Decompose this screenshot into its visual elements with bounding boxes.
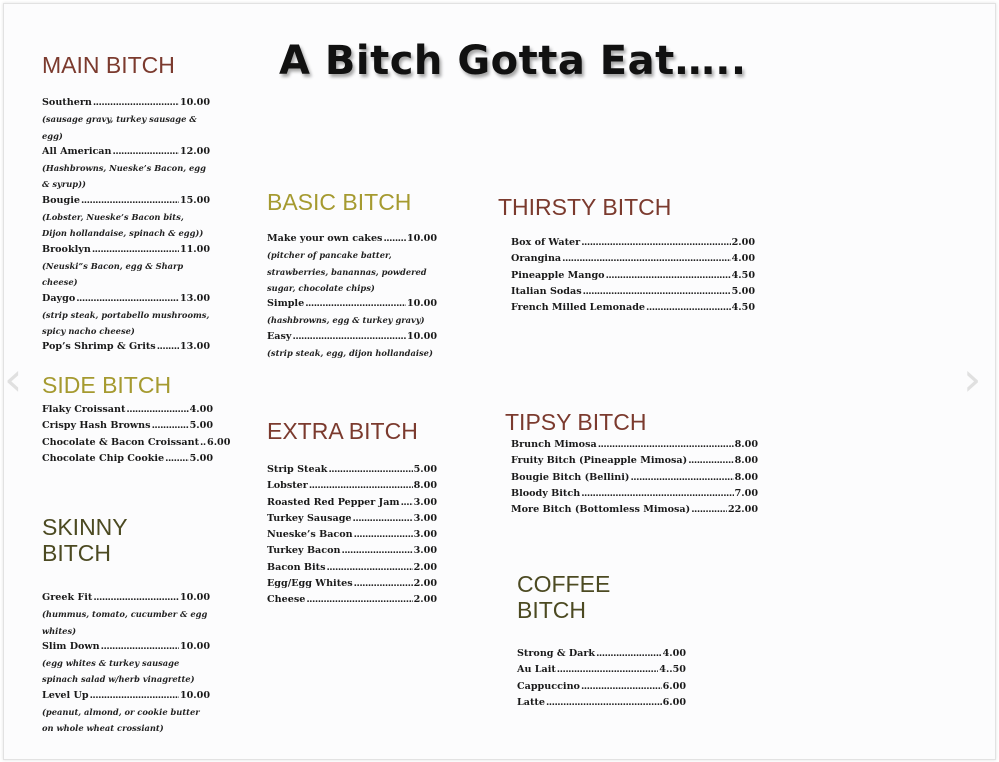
- dot-leader: [81, 193, 179, 209]
- menu-item: [517, 646, 686, 662]
- menu-item-name: More Bitch (Bottomless Mimosa): [511, 504, 691, 516]
- menu-item-price: 10.00: [179, 640, 210, 652]
- menu-item-name: Easy: [267, 330, 292, 342]
- menu-item-price: 5.00: [413, 464, 437, 475]
- menu-item-description: (strip steak, portabello mushrooms, spicy nacho cheese): [42, 309, 210, 337]
- menu-item: [42, 590, 210, 606]
- menu-item-name: Orangina: [511, 253, 562, 265]
- menu-item-name: French Milled Lemonade: [511, 302, 646, 314]
- menu-item-price: 13.00: [179, 292, 210, 304]
- dot-leader: [581, 679, 662, 695]
- menu-item-name: Chocolate Chip Cookie: [42, 452, 165, 464]
- menu-item: [42, 291, 210, 307]
- menu-item-price: 4..50: [659, 664, 686, 676]
- menu-item-price: 8.00: [734, 439, 758, 450]
- dot-leader: [630, 470, 733, 486]
- menu-item-name: Brooklyn: [42, 243, 91, 255]
- dot-leader: [113, 144, 179, 160]
- menu-item: [267, 592, 437, 608]
- menu-item-price: 4.00: [731, 253, 755, 265]
- chevron-left-icon[interactable]: ‹: [4, 352, 23, 406]
- dot-leader: [596, 646, 662, 662]
- menu-item-name: Lobster: [267, 480, 308, 492]
- dot-leader: [401, 495, 413, 511]
- menu-item-price: 6.00: [207, 436, 231, 448]
- menu-item: [267, 543, 437, 559]
- dot-leader: [583, 284, 731, 300]
- menu-item: [42, 242, 210, 258]
- dot-leader: [306, 592, 412, 608]
- menu-item-price: 5.00: [189, 420, 213, 432]
- menu-item: [517, 695, 686, 711]
- menu-item-name: Italian Sodas: [511, 285, 582, 297]
- menu-item: [42, 193, 210, 209]
- menu-item-name: Latte: [517, 696, 545, 708]
- menu-item-description: (sausage gravy, turkey sausage & egg): [42, 114, 197, 141]
- dot-leader: [383, 231, 406, 247]
- menu-item-name: Make your own cakes: [267, 233, 383, 244]
- menu-item-name: Fruity Bitch (Pineapple Mimosa): [511, 455, 688, 467]
- dot-leader: [546, 695, 662, 711]
- menu-item-price: 4.50: [731, 302, 755, 314]
- section-heading-main: MAIN BITCH: [42, 52, 175, 78]
- menu-item: [511, 502, 758, 518]
- menu-item-price: 12.00: [179, 145, 210, 157]
- menu-item: [511, 300, 755, 316]
- menu-item: [511, 284, 755, 300]
- section-heading-tipsy: TIPSY BITCH: [505, 409, 647, 435]
- menu-item: [267, 329, 437, 345]
- menu-item-name: Chocolate & Bacon Croissant: [42, 436, 200, 448]
- heading-line: BITCH: [517, 597, 586, 623]
- menu-item-name: Crispy Hash Browns: [42, 420, 151, 432]
- dot-leader: [691, 502, 727, 518]
- menu-item-description: (strip steak, egg, dijon hollandaise): [267, 348, 433, 359]
- menu-item: [42, 435, 231, 451]
- dot-leader: [328, 462, 412, 478]
- section-heading-skinny: [42, 514, 128, 566]
- menu-item-price: 3.00: [413, 496, 437, 508]
- menu-item-price: 3.00: [413, 545, 437, 557]
- menu-item-price: 2.00: [731, 237, 755, 248]
- dot-leader: [101, 639, 179, 655]
- menu-item: [267, 511, 437, 527]
- menu-page: [3, 3, 996, 760]
- section-heading-coffee: [517, 571, 610, 623]
- menu-item: [517, 662, 686, 678]
- menu-item-price: 8.00: [734, 471, 758, 483]
- dot-leader: [581, 486, 733, 502]
- menu-item-description: (peanut, almond, or cookie butter on whole wheat crossiant): [42, 707, 200, 734]
- menu-item-name: Bloody Bitch: [511, 487, 581, 499]
- dot-leader: [165, 451, 189, 467]
- menu-item: [267, 231, 437, 247]
- menu-item: [42, 688, 210, 704]
- menu-item-name: Egg/Egg Whites: [267, 578, 353, 590]
- dot-leader: [557, 662, 658, 678]
- menu-item-price: 10.00: [179, 97, 210, 108]
- menu-item-price: 4.00: [189, 404, 213, 415]
- menu-item-name: Flaky Croissant: [42, 404, 126, 415]
- menu-item-price: 3.00: [413, 512, 437, 524]
- menu-item-price: 5.00: [189, 452, 213, 464]
- section-heading-thirsty: THIRSTY BITCH: [498, 194, 672, 220]
- menu-item: [42, 451, 213, 467]
- dot-leader: [353, 511, 413, 527]
- menu-item-price: 4.00: [662, 648, 686, 659]
- dot-leader: [92, 242, 179, 258]
- section-heading-side: SIDE BITCH: [42, 372, 172, 398]
- dot-leader: [293, 329, 406, 345]
- menu-item-description: (hashbrowns, egg & turkey gravy): [267, 315, 425, 326]
- menu-item: [511, 470, 758, 486]
- dot-leader: [342, 543, 413, 559]
- menu-item: [511, 453, 758, 469]
- menu-item-description: (Neuski”s Bacon, egg & Sharp cheese): [42, 260, 184, 288]
- section-heading-basic: BASIC BITCH: [267, 189, 412, 215]
- dot-leader: [598, 437, 734, 453]
- menu-item-description: (egg whites & turkey sausage spinach salad w/herb vinagrette): [42, 658, 195, 685]
- menu-item-price: 10.00: [406, 233, 437, 244]
- menu-item: [267, 296, 437, 312]
- dot-leader: [305, 296, 406, 312]
- menu-item-name: Pop’s Shrimp & Grits: [42, 341, 156, 353]
- menu-item-name: Au Lait: [517, 664, 556, 676]
- menu-list-coffee: [517, 646, 686, 711]
- dot-leader: [354, 576, 413, 592]
- menu-item-name: Bougie Bitch (Bellini): [511, 471, 630, 483]
- menu-item-name: Turkey Sausage: [267, 512, 352, 524]
- dot-leader: [646, 300, 731, 316]
- menu-item-name: Level Up: [42, 689, 89, 701]
- dot-leader: [152, 418, 189, 434]
- chevron-right-icon[interactable]: ›: [963, 352, 982, 406]
- menu-item-price: 8.00: [734, 455, 758, 467]
- menu-item: [42, 144, 210, 160]
- menu-item-price: 10.00: [406, 330, 437, 342]
- dot-leader: [126, 402, 188, 418]
- menu-item: [267, 527, 437, 543]
- dot-leader: [326, 560, 412, 576]
- section-heading-extra: EXTRA BITCH: [267, 418, 418, 444]
- menu-item: [267, 576, 437, 592]
- menu-item-name: Roasted Red Pepper Jam: [267, 496, 400, 508]
- menu-item: [267, 560, 437, 576]
- menu-item-name: Cheese: [267, 594, 306, 606]
- menu-item-name: Nueske’s Bacon: [267, 529, 353, 541]
- menu-item-name: Slim Down: [42, 640, 100, 652]
- dot-leader: [157, 339, 179, 355]
- menu-item: [267, 495, 437, 511]
- menu-item-name: Greek Fit: [42, 592, 93, 603]
- menu-item-price: 2.00: [413, 561, 437, 573]
- menu-item-name: Box of Water: [511, 237, 581, 248]
- menu-item-price: 6.00: [662, 696, 686, 708]
- menu-item-price: 10.00: [406, 298, 437, 310]
- menu-item-price: 5.00: [731, 285, 755, 297]
- menu-item-name: Daygo: [42, 292, 76, 304]
- dot-leader: [309, 478, 413, 494]
- menu-item-price: 13.00: [179, 341, 210, 353]
- menu-item-description: (pitcher of pancake batter, strawberries, banannas, powdered sugar, chocolate chips): [267, 250, 427, 293]
- dot-leader: [562, 251, 730, 267]
- menu-item-price: 15.00: [179, 194, 210, 206]
- menu-item-name: Cappuccino: [517, 680, 580, 692]
- menu-list-extra: [267, 462, 437, 609]
- menu-list-main: [42, 95, 210, 356]
- heading-line: BITCH: [42, 540, 111, 566]
- menu-item-price: 6.00: [662, 680, 686, 692]
- dot-leader: [200, 435, 206, 451]
- menu-item: [42, 418, 213, 434]
- menu-item-price: 2.00: [413, 578, 437, 590]
- menu-list-side: [42, 402, 231, 467]
- menu-item-name: Turkey Bacon: [267, 545, 341, 557]
- menu-item: [511, 486, 758, 502]
- menu-list-thirsty: [511, 235, 755, 316]
- menu-list-basic: [267, 231, 437, 361]
- menu-item: [267, 478, 437, 494]
- menu-item-price: 22.00: [727, 504, 758, 516]
- menu-item-price: 11.00: [179, 243, 210, 255]
- dot-leader: [76, 291, 179, 307]
- menu-item-price: 3.00: [413, 529, 437, 541]
- menu-list-skinny: [42, 590, 210, 737]
- menu-item: [511, 437, 758, 453]
- menu-item: [511, 251, 755, 267]
- dot-leader: [606, 268, 731, 284]
- menu-item-price: 2.00: [413, 594, 437, 606]
- menu-item: [42, 95, 210, 111]
- menu-item-price: 10.00: [179, 592, 210, 603]
- menu-item-name: Simple: [267, 298, 305, 310]
- dot-leader: [688, 453, 733, 469]
- menu-item-name: Pineapple Mango: [511, 269, 605, 281]
- dot-leader: [90, 688, 179, 704]
- heading-line: COFFEE: [517, 571, 611, 597]
- menu-list-tipsy: [511, 437, 758, 518]
- dot-leader: [93, 95, 179, 111]
- menu-item-name: Bougie: [42, 194, 80, 206]
- menu-item-name: All American: [42, 145, 112, 157]
- dot-leader: [354, 527, 413, 543]
- menu-item-name: Strong & Dark: [517, 648, 596, 659]
- menu-item-description: (hummus, tomato, cucumber & egg whites): [42, 609, 208, 636]
- menu-title: A Bitch Gotta Eat…..: [279, 38, 747, 84]
- menu-item: [267, 462, 437, 478]
- menu-item: [42, 339, 210, 355]
- menu-item: [42, 639, 210, 655]
- menu-item-name: Strip Steak: [267, 464, 328, 475]
- menu-item: [511, 235, 755, 251]
- menu-item-description: (Lobster, Nueske’s Bacon bits, Dijon hollandaise, spinach & egg)): [42, 212, 204, 239]
- menu-item-price: 8.00: [413, 480, 437, 492]
- menu-item-price: 4.50: [731, 269, 755, 281]
- dot-leader: [93, 590, 179, 606]
- menu-item: [511, 268, 755, 284]
- menu-item: [517, 679, 686, 695]
- dot-leader: [581, 235, 730, 251]
- menu-item-price: 10.00: [179, 689, 210, 701]
- menu-item-price: 7.00: [734, 487, 758, 499]
- menu-item: [42, 402, 213, 418]
- menu-item-name: Bacon Bits: [267, 561, 326, 573]
- menu-item-name: Southern: [42, 97, 92, 108]
- heading-line: SKINNY: [42, 514, 128, 540]
- menu-item-description: (Hashbrowns, Nueske’s Bacon, egg & syrup)): [42, 163, 206, 190]
- menu-item-name: Brunch Mimosa: [511, 439, 597, 450]
